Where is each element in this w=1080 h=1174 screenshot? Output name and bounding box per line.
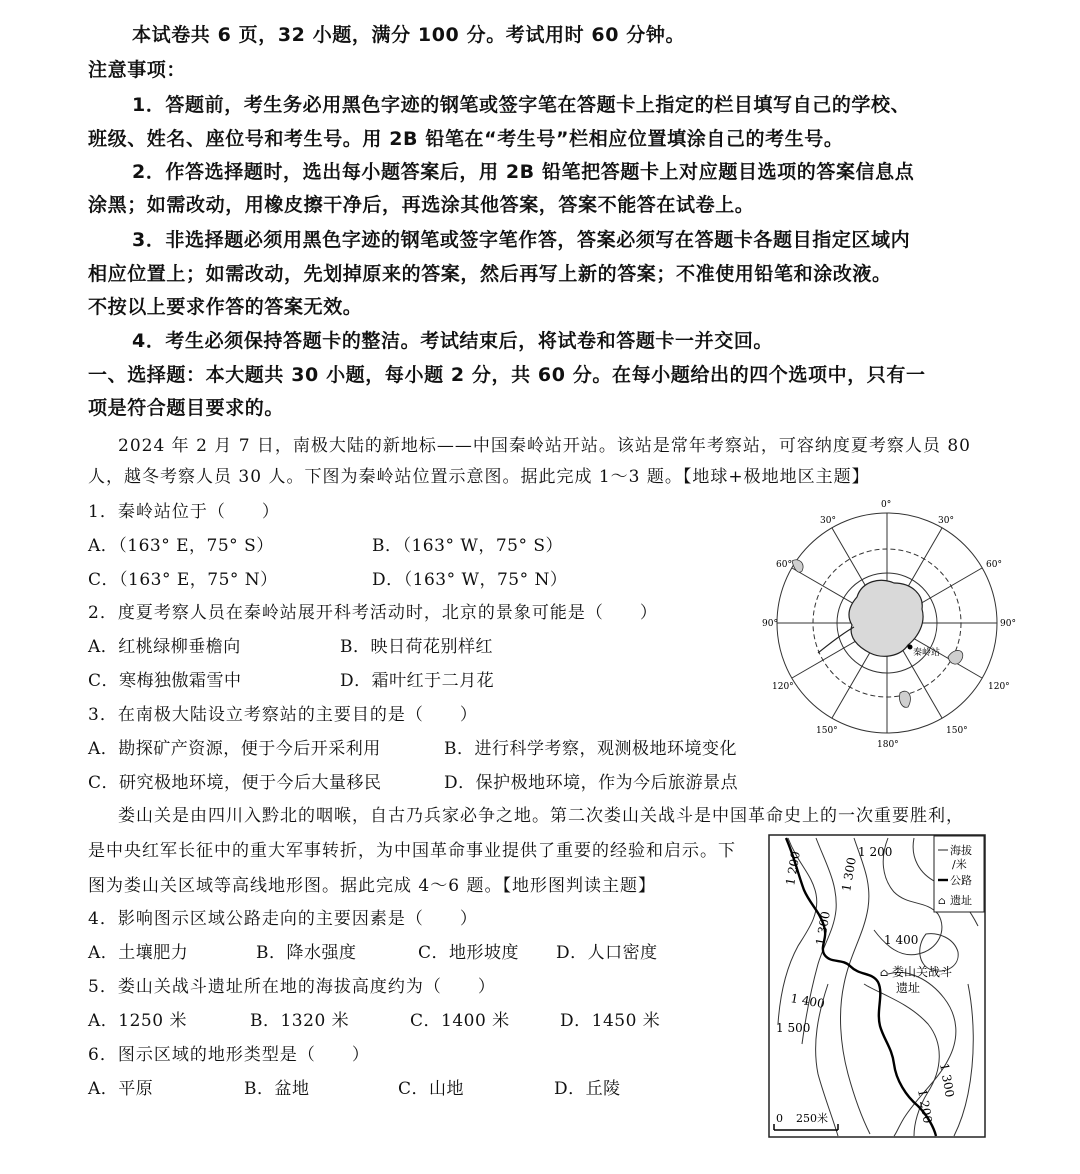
- exam-info-line: 本试卷共 6 页，32 小题，满分 100 分。考试用时 60 分钟。: [132, 24, 686, 46]
- section-1-title-b: 项是符合题目要求的。: [88, 397, 285, 419]
- group2-intro-b: 是中央红军长征中的重大军事转折，为中国革命事业提供了重要的经验和启示。下: [88, 841, 736, 861]
- contour-label-1400-right: 1 400: [884, 933, 919, 947]
- lon-label-60w: 60°: [776, 560, 792, 570]
- q5-option-c[interactable]: C．1400 米: [410, 1011, 510, 1031]
- notice-3-line-b: 相应位置上；如需改动，先划掉原来的答案，然后再写上新的答案；不准使用铅笔和涂改液。: [88, 263, 892, 285]
- antarctic-polar-map: [762, 497, 1032, 752]
- group2-intro-a: 娄山关是由四川入黔北的咽喉，自古乃兵家必争之地。第二次娄山关战斗是中国革命史上的一次重要胜利，: [118, 806, 964, 826]
- q5-option-b[interactable]: B．1320 米: [250, 1011, 350, 1031]
- scale-zero: 0: [776, 1112, 783, 1125]
- contour-label-1200-top: 1 200: [858, 845, 893, 859]
- q3-option-c[interactable]: C．研究极地环境，便于今后大量移民: [88, 773, 382, 793]
- contour-label-1300-left: 1 300: [813, 910, 833, 947]
- q1-option-c[interactable]: C．（163° E，75° N）: [88, 570, 278, 590]
- notice-1-line-b: 班级、姓名、座位号和考生号。用 2B 铅笔在“考生号”栏相应位置填涂自己的考生号。: [88, 128, 844, 150]
- notice-3-line-a: 3．非选择题必须用黑色字迹的钢笔或签字笔作答，答案必须写在答题卡各题目指定区域内: [132, 229, 911, 251]
- contour-label-1400-left: 1 400: [789, 991, 826, 1011]
- q6-option-d[interactable]: D．丘陵: [554, 1079, 621, 1099]
- site-icon: ⌂: [938, 896, 946, 907]
- battle-site-label-b: 遗址: [896, 981, 921, 995]
- q1-option-d[interactable]: D．（163° W，75° N）: [372, 570, 568, 590]
- legend-contour-a: 海拔: [950, 844, 972, 857]
- question-6: 6．图示区域的地形类型是（ ）: [88, 1045, 370, 1065]
- notice-2-line-a: 2．作答选择题时，选出每小题答案后，用 2B 铅笔把答题卡上对应题目选项的答案信息点: [132, 161, 915, 183]
- notice-2-line-b: 涂黑；如需改动，用橡皮擦干净后，再选涂其他答案，答案不能答在试卷上。: [88, 194, 755, 216]
- loushanguan-contour-map: [768, 834, 986, 1138]
- q1-option-b[interactable]: B．（163° W，75° S）: [372, 536, 563, 556]
- q2-option-c[interactable]: C．寒梅独傲霜雪中: [88, 671, 242, 691]
- section-1-title-a: 一、选择题：本大题共 30 小题，每小题 2 分，共 60 分。在每小题给出的四个选项中，只有一: [88, 364, 926, 386]
- q6-option-b[interactable]: B．盆地: [244, 1079, 310, 1099]
- q2-option-a[interactable]: A．红桃绿柳垂檐向: [88, 637, 241, 657]
- q5-option-d[interactable]: D．1450 米: [560, 1011, 661, 1031]
- contour-label-1300-top: 1 300: [839, 856, 859, 893]
- lon-label-120w: 120°: [772, 682, 794, 692]
- notice-4: 4．考生必须保持答题卡的整洁。考试结束后，将试卷和答题卡一并交回。: [132, 330, 774, 352]
- battle-site-label-a: 娄山关战斗: [892, 965, 953, 979]
- q2-option-d[interactable]: D．霜叶红于二月花: [340, 671, 495, 691]
- legend-road: 公路: [950, 874, 972, 887]
- lon-label-30e: 30°: [938, 516, 954, 526]
- notice-3-line-c: 不按以上要求作答的答案无效。: [88, 296, 363, 318]
- lon-label-60e: 60°: [986, 560, 1002, 570]
- question-3: 3．在南极大陆设立考察站的主要目的是（ ）: [88, 705, 478, 725]
- scale-distance: 250米: [796, 1112, 828, 1125]
- q4-option-b[interactable]: B．降水强度: [256, 943, 357, 963]
- contour-label-1500: 1 500: [776, 1021, 811, 1035]
- legend-site: 遗址: [950, 894, 972, 907]
- q2-option-b[interactable]: B．映日荷花别样红: [340, 637, 493, 657]
- q4-option-a[interactable]: A．土壤肥力: [88, 943, 189, 963]
- question-1: 1．秦岭站位于（ ）: [88, 502, 280, 522]
- lon-label-150w: 150°: [816, 726, 838, 736]
- group1-intro-a: 2024 年 2 月 7 日，南极大陆的新地标——中国秦岭站开站。该站是常年考察站，可容纳度夏考察人员 80: [118, 436, 971, 456]
- legend-contour-b: /米: [952, 858, 967, 871]
- q3-option-a[interactable]: A．勘探矿产资源，便于今后开采利用: [88, 739, 381, 759]
- q3-option-d[interactable]: D．保护极地环境，作为今后旅游景点: [444, 773, 739, 793]
- question-5: 5．娄山关战斗遗址所在地的海拔高度约为（ ）: [88, 977, 496, 997]
- q5-option-a[interactable]: A．1250 米: [88, 1011, 187, 1031]
- lon-label-90e: 90°: [1000, 619, 1016, 629]
- contour-label-1200-left: 1 200: [783, 850, 803, 887]
- contour-label-1300-bottom: 1 300: [937, 1062, 957, 1099]
- lon-label-120e: 120°: [988, 682, 1010, 692]
- lon-label-180: 180°: [877, 740, 899, 750]
- group1-intro-b: 人，越冬考察人员 30 人。下图为秦岭站位置示意图。据此完成 1～3 题。【地球+极地地区主题】: [88, 467, 870, 487]
- q1-option-a[interactable]: A．（163° E，75° S）: [88, 536, 274, 556]
- battle-site-icon: ⌂: [880, 966, 889, 979]
- q3-option-b[interactable]: B．进行科学考察，观测极地环境变化: [444, 739, 737, 759]
- lon-label-90w: 90°: [762, 619, 778, 629]
- station-label: 秦岭站: [913, 648, 941, 658]
- contour-label-1200-bottom: 1 200: [915, 1088, 935, 1125]
- lon-label-30w: 30°: [820, 516, 836, 526]
- notice-title: 注意事项：: [88, 59, 187, 81]
- notice-1-line-a: 1．答题前，考生务必用黑色字迹的钢笔或签字笔在答题卡上指定的栏目填写自己的学校、: [132, 94, 911, 116]
- q4-option-d[interactable]: D．人口密度: [556, 943, 658, 963]
- lon-label-150e: 150°: [946, 726, 968, 736]
- question-2: 2．度夏考察人员在秦岭站展开科考活动时，北京的景象可能是（ ）: [88, 603, 658, 623]
- q6-option-a[interactable]: A．平原: [88, 1079, 154, 1099]
- group2-intro-c: 图为娄山关区域等高线地形图。据此完成 4～6 题。【地形图判读主题】: [88, 876, 656, 896]
- q6-option-c[interactable]: C．山地: [398, 1079, 465, 1099]
- question-4: 4．影响图示区域公路走向的主要因素是（ ）: [88, 909, 478, 929]
- q4-option-c[interactable]: C．地形坡度: [418, 943, 520, 963]
- lon-label-0: 0°: [881, 500, 892, 510]
